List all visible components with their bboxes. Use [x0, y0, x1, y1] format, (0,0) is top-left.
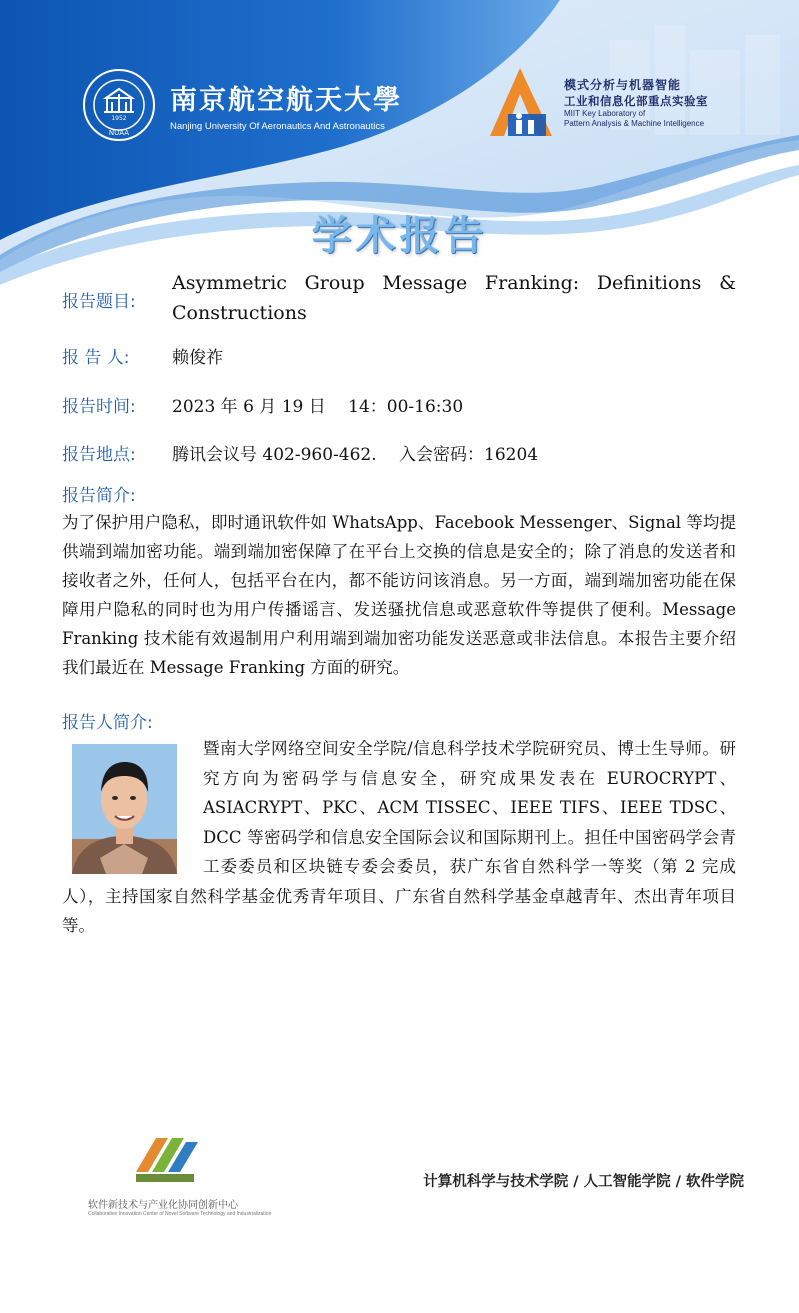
- lab-name-cn-line2: 工业和信息化部重点实验室: [564, 93, 708, 108]
- innovation-center-icon: [128, 1132, 208, 1186]
- footer-center-logo: [88, 1132, 271, 1217]
- lab-name-en-line2: Pattern Analysis & Machine Intelligence: [564, 118, 705, 128]
- university-name-en: Nanjing University Of Aeronautics And Astronautics: [170, 121, 385, 132]
- abstract-text: 为了保护用户隐私，即时通讯软件如 WhatsApp、Facebook Messenger、Signal 等均提供端到端加密功能。端到端加密保障了在平台上交换的信息是安全的；除了消息的发送者和接收者之外，任何人，包括平台在内，都不能访问该消息。另一方面，端到端加密功能在保障用户隐私的同时也为用户传播谣言、发送骚扰信息或恶意软件等提供了便利。Message Franking 技术能有效遏制用户利用端到端加密功能发送恶意或非法信息。本报告主要介绍我们最近在 Message Franking 方面的研究。: [62, 513, 736, 677]
- bio-label: 报告人简介:: [62, 713, 153, 733]
- time-value: 2023 年 6 月 19 日 14：00-16:30: [172, 397, 464, 417]
- speaker-label: 报 告 人:: [62, 348, 130, 368]
- speaker-value: 赖俊祚: [172, 348, 223, 368]
- lab-name-en-line1: MIIT Key Laboratory of: [564, 108, 646, 118]
- center-name-en: Collaborative Innovation Center of Novel Software Technology and Industrialization: [88, 1211, 272, 1217]
- topic-label: 报告题目:: [62, 292, 136, 312]
- lab-name-cn-line1: 模式分析与机器智能: [564, 77, 682, 92]
- seal-letters: NUAA: [108, 129, 130, 137]
- place-label: 报告地点:: [62, 445, 136, 465]
- bio-section: [62, 734, 736, 941]
- center-name-cn: 软件新技术与产业化协同创新中心: [88, 1200, 238, 1211]
- abstract-label: 报告简介:: [62, 486, 136, 506]
- seal-year: 1952: [111, 115, 127, 122]
- place-value: 腾讯会议号 402-960-462. 入会密码：16204: [172, 445, 539, 465]
- topic-value: Asymmetric Group Message Franking: Definitions & Constructions: [172, 272, 736, 324]
- time-label: 报告时间:: [62, 397, 136, 417]
- lab-emblem-icon: [486, 64, 558, 140]
- schools-line: 计算机科学与技术学院 / 人工智能学院 / 软件学院: [423, 1174, 744, 1190]
- lab-logo: [486, 64, 708, 140]
- university-seal-icon: [82, 68, 156, 142]
- university-name-cn: 南京航空航天大學: [170, 85, 402, 116]
- university-logo: [82, 68, 402, 142]
- speaker-photo: [72, 744, 177, 874]
- page-title: 学术报告: [311, 213, 488, 259]
- bio-text: 暨南大学网络空间安全学院/信息科学技术学院研究员、博士生导师。研究方向为密码学与信息安全，研究成果发表在 EUROCRYPT、ASIACRYPT、PKC、ACM TISSEC、IEEE TIFS、IEEE TDSC、DCC 等密码学和信息安全国际会议和国际期刊上。担任中国密码学会青工委委员和区块链专委会委员，获广东省自然科学一等奖（第 2 完成人），主持国家自然科学基金优秀青年项目、广东省自然科学基金卓越青年、杰出青年项目等。: [62, 739, 736, 935]
